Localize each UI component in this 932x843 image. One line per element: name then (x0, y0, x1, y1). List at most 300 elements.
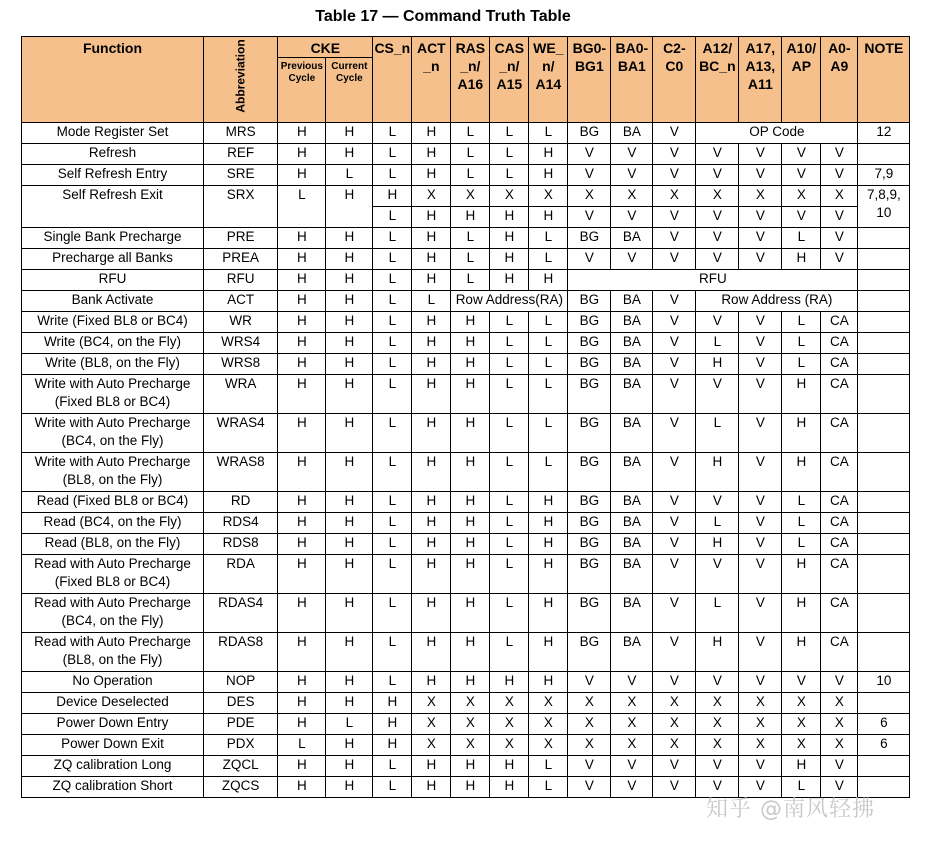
note-cell (858, 633, 910, 672)
cke-current-cell: H (326, 144, 373, 165)
cke-current-cell: H (326, 354, 373, 375)
note-cell (858, 333, 910, 354)
table-row (22, 291, 910, 312)
signal-cell: V (611, 207, 653, 228)
note-cell (858, 375, 910, 414)
signal-cell: H (451, 333, 490, 354)
signal-cell: X (412, 714, 451, 735)
abbreviation-cell: RDA (204, 555, 278, 594)
note-cell: 7,9 (858, 165, 910, 186)
abbreviation-cell: PDE (204, 714, 278, 735)
signal-cell: L (696, 513, 739, 534)
signal-cell: V (696, 249, 739, 270)
signal-cell: X (821, 735, 858, 756)
signal-cell: V (821, 165, 858, 186)
abbreviation-cell: RD (204, 492, 278, 513)
cke-previous-cell: H (278, 375, 326, 414)
function-cell: Read (BC4, on the Fly) (22, 513, 204, 534)
signal-cell: H (529, 207, 568, 228)
note-cell (858, 228, 910, 249)
signal-cell: L (373, 375, 412, 414)
cke-previous-cell: H (278, 513, 326, 534)
note-cell: 6 (858, 735, 910, 756)
signal-cell: V (739, 513, 782, 534)
abbreviation-cell: SRX (204, 186, 278, 228)
cke-previous-cell: H (278, 714, 326, 735)
signal-cell: L (782, 333, 821, 354)
signal-cell: V (653, 492, 696, 513)
signal-cell: L (373, 228, 412, 249)
cke-current-cell: H (326, 594, 373, 633)
signal-cell: V (739, 555, 782, 594)
cke-previous-cell: H (278, 333, 326, 354)
signal-cell: L (490, 534, 529, 555)
signal-cell: BG (568, 333, 611, 354)
signal-cell: V (653, 672, 696, 693)
signal-cell: L (373, 354, 412, 375)
signal-cell: L (373, 492, 412, 513)
signal-cell: L (373, 333, 412, 354)
signal-cell: BG (568, 228, 611, 249)
signal-cell: X (568, 714, 611, 735)
signal-cell: X (611, 693, 653, 714)
signal-cell: L (490, 492, 529, 513)
signal-cell: CA (821, 513, 858, 534)
note-cell (858, 555, 910, 594)
signal-cell: V (739, 312, 782, 333)
row-address-cell: Row Address(RA) (451, 291, 568, 312)
signal-cell: H (490, 270, 529, 291)
signal-cell: H (451, 633, 490, 672)
function-cell: Write with Auto Precharge (BL8, on the Fly) (22, 453, 204, 492)
signal-cell: H (451, 513, 490, 534)
signal-cell: X (529, 186, 568, 207)
table-row (22, 249, 910, 270)
table-row (22, 693, 910, 714)
function-cell: Read with Auto Precharge (Fixed BL8 or BC4) (22, 555, 204, 594)
note-cell: 6 (858, 714, 910, 735)
signal-cell: BG (568, 414, 611, 453)
cke-current-cell: H (326, 492, 373, 513)
abbreviation-cell: PDX (204, 735, 278, 756)
signal-cell: V (739, 375, 782, 414)
signal-cell: L (696, 414, 739, 453)
signal-cell: X (611, 186, 653, 207)
cke-current-cell: H (326, 291, 373, 312)
signal-cell: H (412, 672, 451, 693)
signal-cell: X (490, 714, 529, 735)
signal-cell: V (653, 165, 696, 186)
signal-cell: CA (821, 555, 858, 594)
note-cell: 7,8,9, 10 (858, 186, 910, 228)
signal-cell: V (653, 375, 696, 414)
function-cell: Power Down Entry (22, 714, 204, 735)
signal-cell: V (739, 756, 782, 777)
table-row (22, 333, 910, 354)
signal-cell: L (490, 513, 529, 534)
cke-current-cell: L (326, 714, 373, 735)
signal-cell: H (490, 207, 529, 228)
signal-cell: L (529, 123, 568, 144)
cke-previous-cell: H (278, 756, 326, 777)
cke-previous-cell: H (278, 693, 326, 714)
function-cell: Precharge all Banks (22, 249, 204, 270)
signal-cell: V (568, 756, 611, 777)
signal-cell: L (529, 756, 568, 777)
signal-cell: BA (611, 123, 653, 144)
signal-cell: V (653, 123, 696, 144)
signal-cell: V (821, 228, 858, 249)
table-row (22, 123, 910, 144)
signal-cell: X (653, 186, 696, 207)
signal-cell: H (412, 513, 451, 534)
signal-cell: H (451, 414, 490, 453)
signal-cell: X (490, 186, 529, 207)
cke-current-cell: H (326, 414, 373, 453)
abbreviation-cell: SRE (204, 165, 278, 186)
signal-cell: H (412, 633, 451, 672)
table-row (22, 513, 910, 534)
signal-cell: L (490, 555, 529, 594)
signal-cell: X (529, 735, 568, 756)
cke-current-cell: H (326, 693, 373, 714)
signal-cell: V (696, 375, 739, 414)
signal-cell: BG (568, 513, 611, 534)
signal-cell: L (451, 165, 490, 186)
table-row (22, 144, 910, 165)
abbreviation-cell: DES (204, 693, 278, 714)
signal-cell: V (739, 249, 782, 270)
signal-cell: V (739, 672, 782, 693)
signal-cell: V (653, 207, 696, 228)
function-cell: Power Down Exit (22, 735, 204, 756)
signal-cell: L (529, 354, 568, 375)
function-cell: Refresh (22, 144, 204, 165)
signal-cell: V (739, 633, 782, 672)
signal-cell: V (696, 312, 739, 333)
cke-current-cell: H (326, 312, 373, 333)
signal-cell: H (529, 144, 568, 165)
signal-cell: V (568, 249, 611, 270)
table-title: Table 17 — Command Truth Table (315, 8, 571, 25)
signal-cell: H (451, 312, 490, 333)
signal-cell: X (821, 714, 858, 735)
function-cell: Write with Auto Precharge (BC4, on the Fly) (22, 414, 204, 453)
function-cell: Self Refresh Entry (22, 165, 204, 186)
signal-cell: V (611, 165, 653, 186)
abbreviation-cell: NOP (204, 672, 278, 693)
signal-cell: H (451, 207, 490, 228)
signal-cell: H (451, 375, 490, 414)
header-cas: CAS _n/ A15 (490, 37, 529, 123)
signal-cell: H (782, 555, 821, 594)
signal-cell: H (412, 207, 451, 228)
signal-cell: V (653, 228, 696, 249)
signal-cell: V (696, 777, 739, 798)
signal-cell: L (373, 534, 412, 555)
function-cell: Write (Fixed BL8 or BC4) (22, 312, 204, 333)
signal-cell: L (782, 312, 821, 333)
signal-cell: H (412, 228, 451, 249)
signal-cell: V (782, 144, 821, 165)
signal-cell: V (821, 144, 858, 165)
function-cell: Device Deselected (22, 693, 204, 714)
note-cell (858, 594, 910, 633)
signal-cell: H (529, 672, 568, 693)
signal-cell: L (529, 375, 568, 414)
signal-cell: X (568, 735, 611, 756)
signal-cell: L (782, 534, 821, 555)
signal-cell: V (739, 534, 782, 555)
signal-cell: L (782, 777, 821, 798)
signal-cell: V (568, 672, 611, 693)
signal-cell: V (821, 249, 858, 270)
signal-cell: CA (821, 492, 858, 513)
abbreviation-cell: WRA (204, 375, 278, 414)
signal-cell: V (739, 207, 782, 228)
header-note: NOTE (858, 37, 910, 123)
signal-cell: X (412, 186, 451, 207)
header-act-n: ACT _n (412, 37, 451, 123)
signal-cell: CA (821, 375, 858, 414)
signal-cell: H (412, 354, 451, 375)
signal-cell: H (490, 672, 529, 693)
signal-cell: L (373, 249, 412, 270)
signal-cell: H (412, 453, 451, 492)
signal-cell: BG (568, 534, 611, 555)
signal-cell: X (412, 735, 451, 756)
signal-cell: BA (611, 228, 653, 249)
table-row (22, 375, 910, 414)
table-row (22, 453, 910, 492)
signal-cell: V (653, 333, 696, 354)
signal-cell: BG (568, 312, 611, 333)
signal-cell: V (653, 534, 696, 555)
signal-cell: X (653, 693, 696, 714)
note-cell (858, 513, 910, 534)
signal-cell: X (696, 186, 739, 207)
signal-cell: L (490, 354, 529, 375)
note-cell (858, 492, 910, 513)
signal-cell: H (412, 414, 451, 453)
signal-cell: L (373, 270, 412, 291)
signal-cell: X (490, 693, 529, 714)
signal-cell: BA (611, 414, 653, 453)
signal-cell: BA (611, 375, 653, 414)
signal-cell: L (373, 123, 412, 144)
signal-cell: V (821, 207, 858, 228)
table-row (22, 555, 910, 594)
signal-cell: V (739, 144, 782, 165)
cke-previous-cell: H (278, 291, 326, 312)
signal-cell: X (821, 693, 858, 714)
signal-cell: L (412, 291, 451, 312)
signal-cell: V (696, 492, 739, 513)
signal-cell: H (529, 633, 568, 672)
signal-cell: CA (821, 312, 858, 333)
signal-cell: L (490, 414, 529, 453)
signal-cell: L (529, 414, 568, 453)
abbreviation-cell: ZQCS (204, 777, 278, 798)
function-cell: Read (Fixed BL8 or BC4) (22, 492, 204, 513)
header-current-cycle: Current Cycle (326, 58, 373, 123)
cke-current-cell: H (326, 672, 373, 693)
cke-current-cell: H (326, 186, 373, 228)
signal-cell: L (529, 312, 568, 333)
signal-cell: V (739, 594, 782, 633)
signal-cell: L (490, 312, 529, 333)
function-cell: Read with Auto Precharge (BL8, on the Fly) (22, 633, 204, 672)
signal-cell: H (451, 672, 490, 693)
header-a0: A0- A9 (821, 37, 858, 123)
cke-current-cell: H (326, 123, 373, 144)
signal-cell: H (373, 186, 412, 207)
signal-cell: X (568, 693, 611, 714)
signal-cell: L (696, 594, 739, 633)
cke-current-cell: H (326, 513, 373, 534)
cke-current-cell: H (326, 228, 373, 249)
abbreviation-cell: RDS4 (204, 513, 278, 534)
signal-cell: V (611, 756, 653, 777)
signal-cell: BG (568, 492, 611, 513)
signal-cell: V (653, 513, 696, 534)
signal-cell: V (739, 453, 782, 492)
header-a10: A10/ AP (782, 37, 821, 123)
cke-previous-cell: H (278, 777, 326, 798)
note-cell (858, 354, 910, 375)
signal-cell: X (611, 714, 653, 735)
cke-previous-cell: H (278, 165, 326, 186)
signal-cell: L (451, 123, 490, 144)
cke-previous-cell: H (278, 414, 326, 453)
signal-cell: L (782, 354, 821, 375)
note-cell (858, 249, 910, 270)
abbreviation-cell: RFU (204, 270, 278, 291)
table-row (22, 354, 910, 375)
signal-cell: L (529, 777, 568, 798)
note-cell (858, 291, 910, 312)
signal-cell: V (821, 672, 858, 693)
signal-cell: V (696, 165, 739, 186)
signal-cell: H (412, 333, 451, 354)
signal-cell: X (611, 735, 653, 756)
signal-cell: V (821, 756, 858, 777)
signal-cell: V (611, 777, 653, 798)
signal-cell: X (412, 693, 451, 714)
signal-cell: H (412, 756, 451, 777)
table-row (22, 492, 910, 513)
signal-cell: CA (821, 333, 858, 354)
signal-cell: L (373, 165, 412, 186)
cke-previous-cell: H (278, 594, 326, 633)
signal-cell: X (490, 735, 529, 756)
abbreviation-cell: WRAS8 (204, 453, 278, 492)
abbreviation-cell: ZQCL (204, 756, 278, 777)
signal-cell: L (373, 414, 412, 453)
cke-current-cell: H (326, 534, 373, 555)
table-row (22, 594, 910, 633)
signal-cell: V (696, 144, 739, 165)
signal-cell: H (490, 228, 529, 249)
cke-current-cell: L (326, 165, 373, 186)
signal-cell: H (529, 594, 568, 633)
signal-cell: H (412, 555, 451, 594)
signal-cell: CA (821, 633, 858, 672)
function-cell: Write (BC4, on the Fly) (22, 333, 204, 354)
cke-current-cell: H (326, 270, 373, 291)
signal-cell: H (782, 375, 821, 414)
signal-cell: H (696, 633, 739, 672)
signal-cell: BA (611, 534, 653, 555)
rfu-cell: RFU (568, 270, 858, 291)
signal-cell: L (490, 165, 529, 186)
signal-cell: L (529, 228, 568, 249)
signal-cell: V (653, 633, 696, 672)
table-row (22, 165, 910, 186)
cke-previous-cell: H (278, 228, 326, 249)
signal-cell: V (739, 354, 782, 375)
abbreviation-cell: WRS4 (204, 333, 278, 354)
signal-cell: L (490, 633, 529, 672)
note-cell (858, 270, 910, 291)
function-cell: Bank Activate (22, 291, 204, 312)
signal-cell: H (412, 123, 451, 144)
signal-cell: H (529, 555, 568, 594)
signal-cell: X (782, 735, 821, 756)
signal-cell: V (739, 165, 782, 186)
note-cell (858, 312, 910, 333)
signal-cell: H (412, 312, 451, 333)
signal-cell: L (782, 513, 821, 534)
signal-cell: V (611, 672, 653, 693)
signal-cell: V (739, 333, 782, 354)
table-row (22, 633, 910, 672)
signal-cell: H (529, 270, 568, 291)
signal-cell: CA (821, 534, 858, 555)
header-abbreviation: Abbreviation (204, 37, 278, 123)
signal-cell: X (782, 693, 821, 714)
signal-cell: V (782, 165, 821, 186)
signal-cell: V (696, 756, 739, 777)
cke-previous-cell: H (278, 453, 326, 492)
function-cell: ZQ calibration Short (22, 777, 204, 798)
abbreviation-cell: RDAS8 (204, 633, 278, 672)
signal-cell: H (451, 777, 490, 798)
signal-cell: V (653, 777, 696, 798)
signal-cell: H (373, 735, 412, 756)
signal-cell: X (739, 186, 782, 207)
header-we: WE_ n/ A14 (529, 37, 568, 123)
cke-previous-cell: H (278, 555, 326, 594)
signal-cell: V (739, 777, 782, 798)
signal-cell: L (490, 453, 529, 492)
signal-cell: H (782, 453, 821, 492)
signal-cell: L (490, 123, 529, 144)
signal-cell: X (739, 735, 782, 756)
signal-cell: V (696, 228, 739, 249)
function-cell: Write (BL8, on the Fly) (22, 354, 204, 375)
signal-cell: L (490, 375, 529, 414)
signal-cell: V (653, 249, 696, 270)
header-a17: A17, A13, A11 (739, 37, 782, 123)
table-row (22, 414, 910, 453)
header-ras: RAS _n/ A16 (451, 37, 490, 123)
table-row (22, 756, 910, 777)
signal-cell: H (412, 534, 451, 555)
signal-cell: BA (611, 354, 653, 375)
signal-cell: CA (821, 594, 858, 633)
cke-previous-cell: H (278, 492, 326, 513)
